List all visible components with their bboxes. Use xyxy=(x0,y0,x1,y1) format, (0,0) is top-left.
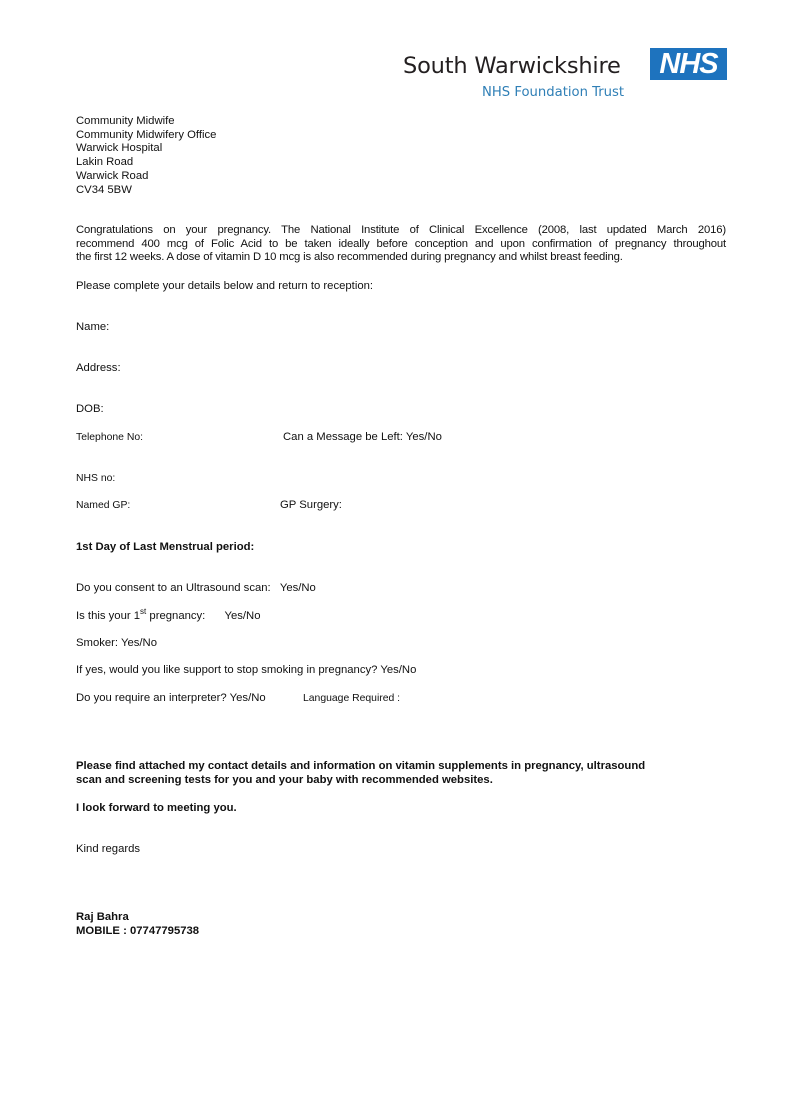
address-line: Community Midwife xyxy=(76,115,175,127)
signatory-mobile: MOBILE : 07747795738 xyxy=(76,925,200,937)
first-pregnancy-question xyxy=(76,607,261,624)
message-left-label: Can a Message be Left: Yes/No xyxy=(283,431,442,443)
smoking-support-question: If yes, would you like support to stop smoking in pregnancy? Yes/No xyxy=(76,664,417,676)
attached-info-line: Please find attached my contact details and information on vitamin supplements in pregnancy, ultrasound xyxy=(76,760,646,772)
org-subtitle: NHS Foundation Trust xyxy=(482,85,625,100)
intro-line: the first 12 weeks. A dose of vitamin D 10 mcg is also recommended during pregnancy and whilst breast feeding. xyxy=(76,251,623,264)
address-line: CV34 5BW xyxy=(76,183,132,196)
telephone-label: Telephone No: xyxy=(76,432,144,443)
interpreter-question: Do you require an interpreter? Yes/No xyxy=(76,692,266,704)
address-line: Lakin Road xyxy=(76,156,134,169)
lmp-label: 1st Day of Last Menstrual period: xyxy=(76,541,255,553)
ultrasound-label: Do you consent to an Ultrasound scan: xyxy=(76,582,271,594)
ultrasound-question xyxy=(76,582,316,596)
first-pregnancy-options: Yes/No xyxy=(224,610,261,622)
named-gp-label: Named GP: xyxy=(76,500,131,511)
address-line: Warwick Road xyxy=(76,169,149,182)
address-label: Address: xyxy=(76,362,121,374)
instruction-text: Please complete your details below and return to reception: xyxy=(76,280,374,292)
address-line: Community Midwifery Office xyxy=(76,128,217,141)
nhs-logo: NHS xyxy=(650,48,727,80)
first-pregnancy-sup: st xyxy=(140,607,147,616)
ultrasound-options: Yes/No xyxy=(279,582,316,594)
intro-line: Congratulations on your pregnancy. The National Institute of Clinical Excellence (2008, last updated March 2016) xyxy=(76,224,726,236)
language-required-label: Language Required : xyxy=(303,693,401,704)
first-pregnancy-suffix: pregnancy: xyxy=(146,610,206,622)
nhs-no-label: NHS no: xyxy=(76,473,116,484)
first-pregnancy-prefix: Is this your 1 xyxy=(76,610,141,622)
look-forward-text: I look forward to meeting you. xyxy=(76,802,237,814)
org-name: South Warwickshire xyxy=(403,53,621,79)
smoker-question: Smoker: Yes/No xyxy=(76,637,158,649)
kind-regards-text: Kind regards xyxy=(76,843,141,855)
address-line: Warwick Hospital xyxy=(76,142,163,155)
dob-label: DOB: xyxy=(76,403,104,415)
name-label: Name: xyxy=(76,321,110,333)
gp-surgery-label: GP Surgery: xyxy=(280,499,342,511)
intro-line: recommend 400 mcg of Folic Acid to be taken ideally before conception and upon confirmation of pregnancy throughout xyxy=(76,237,726,250)
recipient-address xyxy=(76,115,216,197)
attached-info-line: scan and screening tests for you and your baby with recommended websites. xyxy=(76,774,493,786)
intro-paragraph xyxy=(76,224,726,265)
signatory-name: Raj Bahra xyxy=(76,911,129,923)
